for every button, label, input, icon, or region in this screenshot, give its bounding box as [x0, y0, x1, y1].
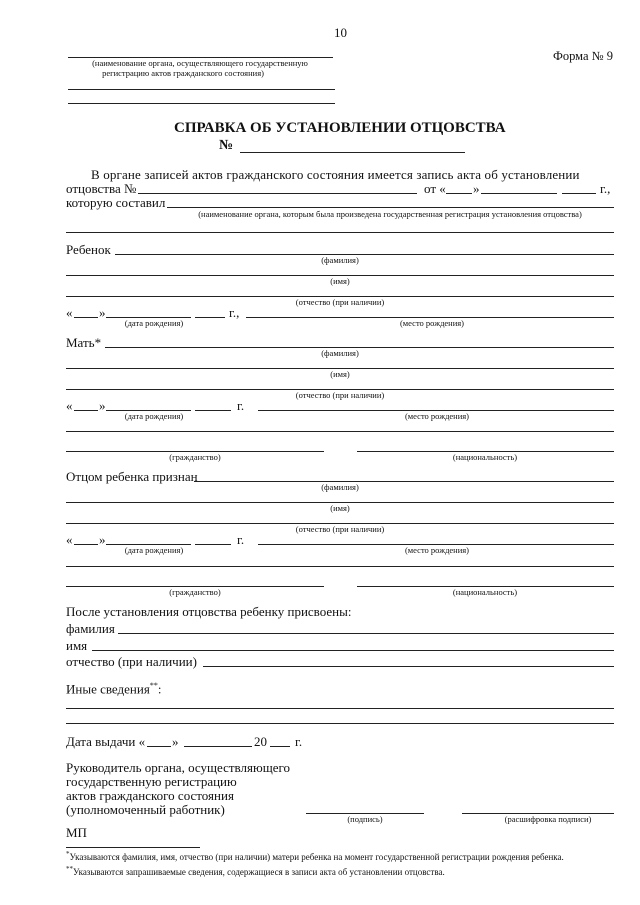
assigned-surname-label: фамилия [66, 621, 115, 636]
intro-paternity-no: отцовства № [66, 181, 137, 196]
child-date-open: « [66, 305, 73, 320]
other-info-colon: : [157, 681, 162, 697]
act-month-line [481, 193, 557, 194]
child-date-close: » [99, 305, 106, 320]
father-patronymic-caption: (отчество (при наличии) [295, 524, 385, 534]
mother-birthplace-caption: (место рождения) [404, 411, 470, 421]
footnote-1 [66, 851, 564, 862]
other-info-mark: ** [149, 681, 158, 690]
father-surname-caption: (фамилия) [321, 482, 359, 492]
assigned-name-label: имя [66, 638, 88, 653]
assigned-heading: После установления отцовства ребенку присвоены: [66, 604, 352, 619]
mother-surname-line [105, 347, 614, 348]
issue-month-line [184, 746, 252, 747]
footnote-2-text: Указываются запрашиваемые сведения, содержащиеся в записи акта об установлении отцовства. [73, 867, 445, 877]
act-number-line [138, 193, 417, 194]
mother-year-line [195, 410, 231, 411]
assigned-patronymic-label: отчество (при наличии) [66, 654, 197, 669]
document-title: СПРАВКА ОБ УСТАНОВЛЕНИИ ОТЦОВСТВА [174, 120, 506, 136]
form-label: Форма № 9 [553, 49, 613, 63]
certificate-number-line [240, 152, 465, 153]
assigned-name-line [92, 650, 614, 651]
child-patronymic-caption: (отчество (при наличии) [295, 297, 385, 307]
footnote-1-mark: * [66, 850, 70, 858]
other-info-line-1 [66, 708, 614, 709]
mother-nationality-caption: (национальность) [452, 452, 518, 462]
intro-line-1: В органе записей актов гражданского состояния имеется запись акта об установлении [91, 167, 580, 182]
footnote-1-text: Указываются фамилия, имя, отчество (при наличии) матери ребенка на момент государственной регистрации рождения ребенка. [69, 852, 564, 862]
child-year-line [195, 317, 225, 318]
head-line-2: государственную регистрацию [66, 774, 237, 789]
other-info-text: Иные сведения [66, 681, 150, 697]
child-name-caption: (имя) [330, 276, 350, 286]
issue-date-label: Дата выдачи « [66, 734, 146, 749]
mother-date-open: « [66, 398, 73, 413]
father-birthplace-caption: (место рождения) [404, 545, 470, 555]
father-birthdate-caption: (дата рождения) [124, 545, 184, 555]
signature-caption: (подпись) [347, 814, 383, 824]
footnote-separator [66, 847, 200, 848]
mother-patronymic-caption: (отчество (при наличии) [295, 390, 385, 400]
mother-birthdate-caption: (дата рождения) [124, 411, 184, 421]
father-nationality-caption: (национальность) [452, 587, 518, 597]
signature-decoding-caption: (расшифровка подписи) [504, 814, 592, 824]
number-sign: № [219, 138, 234, 153]
child-birthdate-caption: (дата рождения) [124, 318, 184, 328]
issue-year-suffix: г. [295, 734, 303, 749]
compiled-by-label: которую составил [66, 195, 166, 210]
child-surname-line [115, 254, 614, 255]
mother-label: Мать* [66, 335, 102, 350]
mother-name-caption: (имя) [330, 369, 350, 379]
child-year-label: г., [229, 305, 240, 320]
father-year-label: г. [237, 532, 245, 547]
mother-surname-caption: (фамилия) [321, 348, 359, 358]
authority-caption-1: (наименование органа, осуществляющего государственную [92, 58, 308, 68]
child-day-line [74, 317, 98, 318]
father-citizenship-caption: (гражданство) [169, 587, 221, 597]
assigned-patronymic-line [203, 666, 614, 667]
father-day-line [74, 544, 98, 545]
footnote-2-mark: ** [66, 865, 73, 873]
father-year-line [195, 544, 231, 545]
issue-date-close: » [172, 734, 179, 749]
intro-date-close: » [473, 181, 480, 196]
child-label: Ребенок [66, 242, 111, 257]
head-line-3: актов гражданского состояния [66, 788, 234, 803]
father-surname-line [194, 481, 614, 482]
father-label: Отцом ребенка признан [66, 469, 198, 484]
authority-line-3 [68, 103, 335, 104]
mother-extra-line [66, 431, 614, 432]
father-date-open: « [66, 532, 73, 547]
footnote-2 [66, 866, 445, 877]
compiled-by-line [167, 207, 614, 208]
father-extra-line [66, 566, 614, 567]
issue-year-line [270, 746, 290, 747]
child-birthplace-caption: (место рождения) [399, 318, 465, 328]
mother-day-line [74, 410, 98, 411]
page-number: 10 [334, 25, 347, 40]
father-name-caption: (имя) [330, 503, 350, 513]
authority-caption-2: регистрацию актов гражданского состояния) [102, 68, 264, 78]
authority-line-2 [68, 89, 335, 90]
intro-date-from: от « [424, 181, 446, 196]
issue-day-line [147, 746, 171, 747]
child-surname-caption: (фамилия) [321, 255, 359, 265]
other-info-line-2 [66, 723, 614, 724]
assigned-surname-line [118, 633, 614, 634]
mother-citizenship-caption: (гражданство) [169, 452, 221, 462]
father-date-close: » [99, 532, 106, 547]
compiled-by-caption: (наименование органа, которым была произведена государственная регистрация установления отцовства) [198, 209, 582, 219]
head-line-1: Руководитель органа, осуществляющего [66, 760, 290, 775]
mother-date-close: » [99, 398, 106, 413]
compiled-by-line-2 [66, 232, 614, 233]
other-info-label [66, 682, 161, 695]
head-line-4: (уполномоченный работник) [66, 802, 225, 817]
stamp-place: МП [66, 825, 87, 840]
issue-year-prefix: 20 [254, 734, 267, 749]
act-year-line [562, 193, 596, 194]
intro-year: г., [600, 181, 611, 196]
act-day-line [446, 193, 472, 194]
mother-year-label: г. [237, 398, 245, 413]
